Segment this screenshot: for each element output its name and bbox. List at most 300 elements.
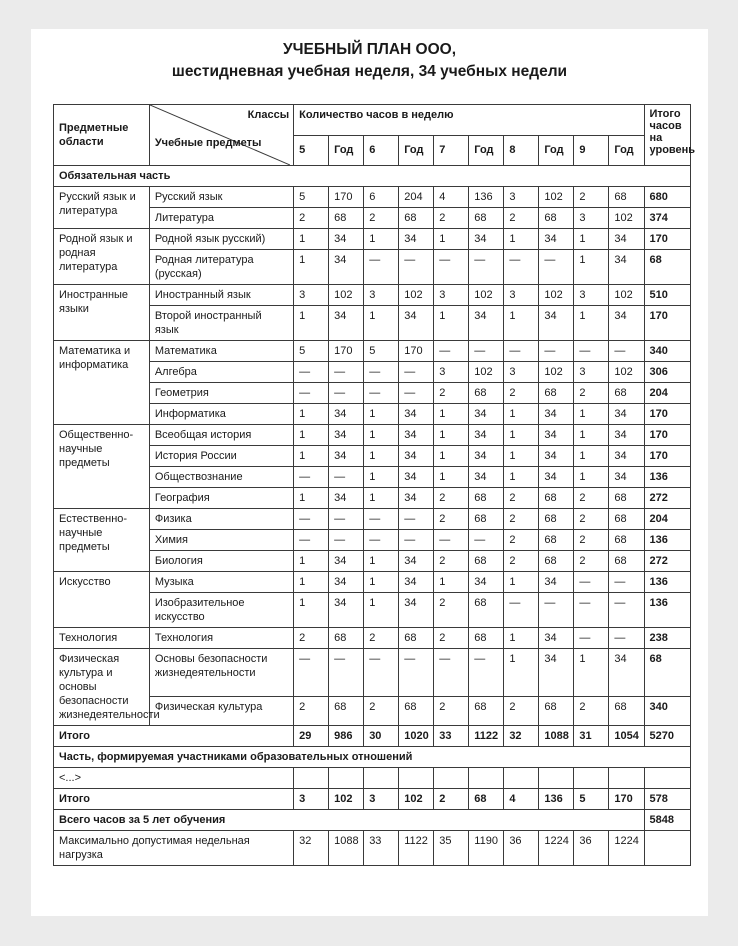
hours-cell: 2	[364, 208, 399, 229]
hours-cell: 1	[294, 446, 329, 467]
hours-cell: 1	[294, 404, 329, 425]
row-total: 170	[644, 306, 690, 341]
hours-cell: —	[609, 341, 644, 362]
max-load-value: 1224	[609, 831, 644, 866]
hours-cell: 34	[609, 425, 644, 446]
hours-cell: —	[329, 383, 364, 404]
hours-cell: 2	[504, 509, 539, 530]
hours-cell: 2	[434, 697, 469, 726]
subject-name: Химия	[149, 530, 293, 551]
hours-cell: —	[294, 509, 329, 530]
hours-cell: 68	[609, 530, 644, 551]
total-mandatory-row-value: 1122	[469, 726, 504, 747]
hours-cell: —	[399, 383, 434, 404]
table-row	[54, 467, 691, 488]
total-elective-row-value: 136	[539, 789, 574, 810]
row-total: 170	[644, 446, 690, 467]
subject-name: Всеобщая история	[149, 425, 293, 446]
hours-cell: 2	[434, 551, 469, 572]
hours-cell: 1	[364, 446, 399, 467]
hours-cell: 34	[469, 446, 504, 467]
table-row	[54, 187, 691, 208]
hours-cell: 3	[504, 187, 539, 208]
hours-cell: 68	[609, 187, 644, 208]
hours-cell: —	[364, 649, 399, 697]
header-col-2: 6	[364, 135, 399, 166]
total-mandatory-row-value: 1020	[399, 726, 434, 747]
row-total: 306	[644, 362, 690, 383]
hours-cell: 1	[504, 628, 539, 649]
hours-cell: 68	[609, 488, 644, 509]
hours-cell: 136	[469, 187, 504, 208]
total-elective-row-value: 4	[504, 789, 539, 810]
hours-cell: 68	[469, 488, 504, 509]
subject-name: Математика	[149, 341, 293, 362]
header-col-6: 8	[504, 135, 539, 166]
total-five-years-row-label: Всего часов за 5 лет обучения	[54, 810, 645, 831]
hours-cell: 2	[294, 697, 329, 726]
header-col-8: 9	[574, 135, 609, 166]
hours-cell: —	[609, 572, 644, 593]
total-mandatory-row-value: 986	[329, 726, 364, 747]
hours-cell: 170	[399, 341, 434, 362]
hours-cell: 102	[399, 285, 434, 306]
row-total: 510	[644, 285, 690, 306]
hours-cell: 1	[434, 425, 469, 446]
subject-name: Физическая культура	[149, 697, 293, 726]
hours-cell: 34	[399, 229, 434, 250]
hours-cell: —	[574, 341, 609, 362]
table-row	[54, 229, 691, 250]
hours-cell: —	[434, 341, 469, 362]
hours-cell: 34	[539, 628, 574, 649]
hours-cell: —	[539, 593, 574, 628]
hours-cell: 3	[434, 362, 469, 383]
hours-cell: —	[294, 649, 329, 697]
hours-cell: 34	[609, 250, 644, 285]
table-row	[54, 341, 691, 362]
hours-cell: 2	[504, 488, 539, 509]
hours-cell: 34	[469, 572, 504, 593]
hours-cell: 2	[434, 383, 469, 404]
hours-cell: 1	[504, 446, 539, 467]
hours-cell: 34	[469, 425, 504, 446]
hours-cell: 102	[609, 285, 644, 306]
hours-cell: 1	[364, 425, 399, 446]
table-row	[54, 593, 691, 628]
empty-cell	[399, 768, 434, 789]
header-col-7: Год	[539, 135, 574, 166]
hours-cell: 1	[434, 404, 469, 425]
hours-cell: 68	[469, 509, 504, 530]
subject-name: Алгебра	[149, 362, 293, 383]
row-total: 136	[644, 593, 690, 628]
header-row-1	[54, 105, 691, 136]
max-load-value: 1224	[539, 831, 574, 866]
hours-cell: 5	[294, 187, 329, 208]
header-subjects: Учебные предметы	[154, 137, 262, 149]
placeholder-row	[54, 768, 691, 789]
header-col-1: Год	[329, 135, 364, 166]
subject-name: Изобразительное искусство	[149, 593, 293, 628]
hours-cell: 1	[294, 306, 329, 341]
subject-name: Второй иностранный язык	[149, 306, 293, 341]
hours-cell: 3	[294, 285, 329, 306]
total-mandatory-row-value: 1054	[609, 726, 644, 747]
total-five-years-row-total: 5848	[644, 810, 690, 831]
hours-cell: —	[399, 649, 434, 697]
hours-cell: —	[609, 593, 644, 628]
hours-cell: 34	[399, 551, 434, 572]
hours-cell: —	[399, 530, 434, 551]
hours-cell: 2	[434, 628, 469, 649]
hours-cell: 170	[329, 187, 364, 208]
hours-cell: 1	[574, 404, 609, 425]
hours-cell: —	[469, 250, 504, 285]
hours-cell: —	[364, 383, 399, 404]
table-row	[54, 285, 691, 306]
subject-area: Родной язык и родная литература	[54, 229, 150, 285]
hours-cell: 1	[294, 250, 329, 285]
hours-cell: —	[574, 572, 609, 593]
hours-cell: —	[539, 341, 574, 362]
hours-cell: 2	[504, 208, 539, 229]
hours-cell: 34	[609, 306, 644, 341]
hours-cell: 1	[364, 229, 399, 250]
hours-cell: 34	[539, 404, 574, 425]
header-classes: Классы	[247, 109, 290, 121]
hours-cell: 34	[329, 572, 364, 593]
table-row	[54, 649, 691, 697]
total-elective-row	[54, 789, 691, 810]
hours-cell: 1	[364, 572, 399, 593]
subject-name: Родная литература (русская)	[149, 250, 293, 285]
subject-name: Физика	[149, 509, 293, 530]
section-elective-label: Часть, формируемая участниками образовательных отношений	[54, 747, 691, 768]
hours-cell: 68	[539, 530, 574, 551]
hours-cell: 1	[504, 572, 539, 593]
row-total: 340	[644, 697, 690, 726]
hours-cell: —	[294, 467, 329, 488]
hours-cell: 1	[504, 467, 539, 488]
max-load-value: 35	[434, 831, 469, 866]
empty-cell	[469, 768, 504, 789]
hours-cell: 68	[539, 551, 574, 572]
row-total: 272	[644, 488, 690, 509]
table-row	[54, 530, 691, 551]
hours-cell: —	[504, 250, 539, 285]
row-total: 374	[644, 208, 690, 229]
hours-cell: 3	[434, 285, 469, 306]
hours-cell: 204	[399, 187, 434, 208]
hours-cell: 1	[364, 467, 399, 488]
hours-cell: 68	[539, 697, 574, 726]
hours-cell: —	[329, 509, 364, 530]
hours-cell: 68	[469, 697, 504, 726]
table-row	[54, 404, 691, 425]
hours-cell: 2	[364, 697, 399, 726]
table-row	[54, 425, 691, 446]
hours-cell: 1	[364, 306, 399, 341]
hours-cell: —	[364, 250, 399, 285]
hours-cell: 34	[399, 488, 434, 509]
hours-cell: 1	[294, 593, 329, 628]
hours-cell: 34	[609, 467, 644, 488]
subject-name: Технология	[149, 628, 293, 649]
hours-cell: 34	[399, 306, 434, 341]
total-elective-row-value: 3	[294, 789, 329, 810]
hours-cell: —	[399, 509, 434, 530]
max-load-value: 33	[364, 831, 399, 866]
total-elective-row-value: 102	[329, 789, 364, 810]
hours-cell: 3	[364, 285, 399, 306]
hours-cell: 68	[609, 697, 644, 726]
header-col-5: Год	[469, 135, 504, 166]
subject-area: Технология	[54, 628, 150, 649]
hours-cell: —	[434, 649, 469, 697]
hours-cell: 102	[469, 362, 504, 383]
hours-cell: —	[329, 530, 364, 551]
subject-area: Естественно-научные предметы	[54, 509, 150, 572]
subject-name: Русский язык	[149, 187, 293, 208]
total-mandatory-row-value: 33	[434, 726, 469, 747]
hours-cell: 4	[434, 187, 469, 208]
hours-cell: 1	[364, 551, 399, 572]
row-total: 68	[644, 250, 690, 285]
hours-cell: 34	[329, 425, 364, 446]
hours-cell: 34	[399, 572, 434, 593]
table-row	[54, 208, 691, 229]
max-load-value: 32	[294, 831, 329, 866]
hours-cell: 2	[434, 208, 469, 229]
hours-cell: 34	[329, 551, 364, 572]
placeholder-label: <...>	[54, 768, 294, 789]
subject-name: Основы безопасности жизнедеятельности	[149, 649, 293, 697]
hours-cell: 3	[574, 362, 609, 383]
hours-cell: 34	[329, 250, 364, 285]
total-elective-row-value: 102	[399, 789, 434, 810]
empty-cell	[504, 768, 539, 789]
document-page	[31, 29, 708, 916]
hours-cell: 68	[539, 208, 574, 229]
subject-name: География	[149, 488, 293, 509]
hours-cell: 1	[364, 593, 399, 628]
hours-cell: —	[539, 250, 574, 285]
hours-cell: —	[329, 362, 364, 383]
title-line-2: шестидневная учебная неделя, 34 учебных недели	[171, 63, 568, 80]
total-elective-row-label: Итого	[54, 789, 294, 810]
total-mandatory-row-value: 29	[294, 726, 329, 747]
hours-cell: —	[329, 649, 364, 697]
section-mandatory	[54, 166, 691, 187]
hours-cell: —	[469, 530, 504, 551]
hours-cell: 1	[434, 572, 469, 593]
hours-cell: 68	[469, 383, 504, 404]
hours-cell: 34	[329, 229, 364, 250]
hours-cell: 1	[294, 229, 329, 250]
header-hours-per-week: Количество часов в неделю	[294, 105, 644, 136]
hours-cell: 34	[329, 404, 364, 425]
hours-cell: 34	[609, 649, 644, 697]
hours-cell: 1	[434, 229, 469, 250]
subject-name: Геометрия	[149, 383, 293, 404]
table-row	[54, 628, 691, 649]
hours-cell: 68	[399, 697, 434, 726]
hours-cell: 1	[364, 404, 399, 425]
hours-cell: 1	[574, 306, 609, 341]
hours-cell: 1	[434, 306, 469, 341]
hours-cell: —	[434, 250, 469, 285]
hours-cell: 34	[469, 306, 504, 341]
subject-name: Информатика	[149, 404, 293, 425]
hours-cell: 1	[294, 572, 329, 593]
hours-cell: 1	[434, 446, 469, 467]
hours-cell: 68	[539, 488, 574, 509]
hours-cell: 5	[364, 341, 399, 362]
hours-cell: 68	[399, 208, 434, 229]
table-row	[54, 383, 691, 404]
max-load-value: 36	[574, 831, 609, 866]
row-total: 170	[644, 229, 690, 250]
hours-cell: 2	[574, 530, 609, 551]
total-elective-row-value: 5	[574, 789, 609, 810]
empty-cell	[294, 768, 329, 789]
hours-cell: 34	[539, 425, 574, 446]
hours-cell: 102	[609, 362, 644, 383]
hours-cell: 1	[434, 467, 469, 488]
subject-name: Родной язык русский)	[149, 229, 293, 250]
hours-cell: —	[364, 362, 399, 383]
hours-cell: —	[574, 593, 609, 628]
total-mandatory-row-value: 32	[504, 726, 539, 747]
hours-cell: 1	[504, 649, 539, 697]
max-load-total	[644, 831, 690, 866]
subject-area: Русский язык и литература	[54, 187, 150, 229]
hours-cell: —	[469, 341, 504, 362]
header-total-level: Итого часов на уровень	[644, 105, 690, 166]
hours-cell: 2	[434, 488, 469, 509]
row-total: 340	[644, 341, 690, 362]
row-total: 680	[644, 187, 690, 208]
hours-cell: 1	[574, 649, 609, 697]
hours-cell: 2	[574, 551, 609, 572]
hours-cell: 34	[399, 425, 434, 446]
hours-cell: 34	[329, 488, 364, 509]
hours-cell: 68	[469, 551, 504, 572]
table-row	[54, 488, 691, 509]
hours-cell: 34	[539, 306, 574, 341]
hours-cell: —	[364, 509, 399, 530]
hours-cell: 1	[504, 229, 539, 250]
hours-cell: 2	[504, 551, 539, 572]
subject-area: Иностранные языки	[54, 285, 150, 341]
header-areas: Предметные области	[54, 105, 150, 166]
hours-cell: 34	[329, 306, 364, 341]
max-load-value: 1088	[329, 831, 364, 866]
hours-cell: —	[399, 362, 434, 383]
row-total: 170	[644, 404, 690, 425]
total-elective-row-total: 578	[644, 789, 690, 810]
table-row	[54, 551, 691, 572]
hours-cell: 1	[574, 229, 609, 250]
table-row	[54, 446, 691, 467]
document-title	[31, 39, 708, 83]
total-mandatory-row-value: 1088	[539, 726, 574, 747]
hours-cell: 2	[434, 509, 469, 530]
hours-cell: 1	[504, 404, 539, 425]
header-col-4: 7	[434, 135, 469, 166]
max-load-value: 1122	[399, 831, 434, 866]
subject-name: Музыка	[149, 572, 293, 593]
hours-cell: 102	[539, 187, 574, 208]
hours-cell: 102	[539, 362, 574, 383]
subject-name: История России	[149, 446, 293, 467]
total-mandatory-row-label: Итого	[54, 726, 294, 747]
hours-cell: 2	[294, 208, 329, 229]
empty-cell	[644, 768, 690, 789]
hours-cell: 1	[574, 425, 609, 446]
hours-cell: 34	[539, 467, 574, 488]
table-row	[54, 572, 691, 593]
hours-cell: 2	[434, 593, 469, 628]
hours-cell: 34	[469, 467, 504, 488]
table-row	[54, 362, 691, 383]
hours-cell: 68	[329, 208, 364, 229]
hours-cell: 68	[609, 551, 644, 572]
hours-cell: 68	[609, 383, 644, 404]
hours-cell: 34	[539, 229, 574, 250]
max-load-label: Максимально допустимая недельная нагрузка	[54, 831, 294, 866]
table-row	[54, 509, 691, 530]
hours-cell: 34	[329, 593, 364, 628]
subject-name: Литература	[149, 208, 293, 229]
hours-cell: 3	[574, 208, 609, 229]
max-load-row	[54, 831, 691, 866]
total-mandatory-row-value: 31	[574, 726, 609, 747]
hours-cell: 2	[574, 509, 609, 530]
hours-cell: 1	[364, 488, 399, 509]
row-total: 136	[644, 530, 690, 551]
hours-cell: 34	[469, 229, 504, 250]
hours-cell: 68	[469, 593, 504, 628]
section-elective	[54, 747, 691, 768]
hours-cell: 2	[574, 488, 609, 509]
hours-cell: 1	[574, 467, 609, 488]
section-mandatory-label: Обязательная часть	[54, 166, 691, 187]
total-mandatory-row	[54, 726, 691, 747]
hours-cell: 34	[539, 649, 574, 697]
total-elective-row-value: 170	[609, 789, 644, 810]
hours-cell: —	[469, 649, 504, 697]
hours-cell: —	[364, 530, 399, 551]
hours-cell: 34	[399, 446, 434, 467]
hours-cell: 68	[399, 628, 434, 649]
hours-cell: 3	[504, 362, 539, 383]
hours-cell: —	[504, 341, 539, 362]
hours-cell: 34	[399, 404, 434, 425]
hours-cell: 34	[539, 446, 574, 467]
hours-cell: —	[434, 530, 469, 551]
hours-cell: 34	[609, 404, 644, 425]
hours-cell: —	[294, 530, 329, 551]
curriculum-table	[53, 104, 696, 866]
max-load-value: 36	[504, 831, 539, 866]
subject-area: Физическая культура и основы безопасности жизнедеятельности	[54, 649, 150, 726]
title-line-1: УЧЕБНЫЙ ПЛАН ООО,	[282, 41, 456, 58]
hours-cell: 2	[364, 628, 399, 649]
total-five-years-row	[54, 810, 691, 831]
total-elective-row-value: 3	[364, 789, 399, 810]
